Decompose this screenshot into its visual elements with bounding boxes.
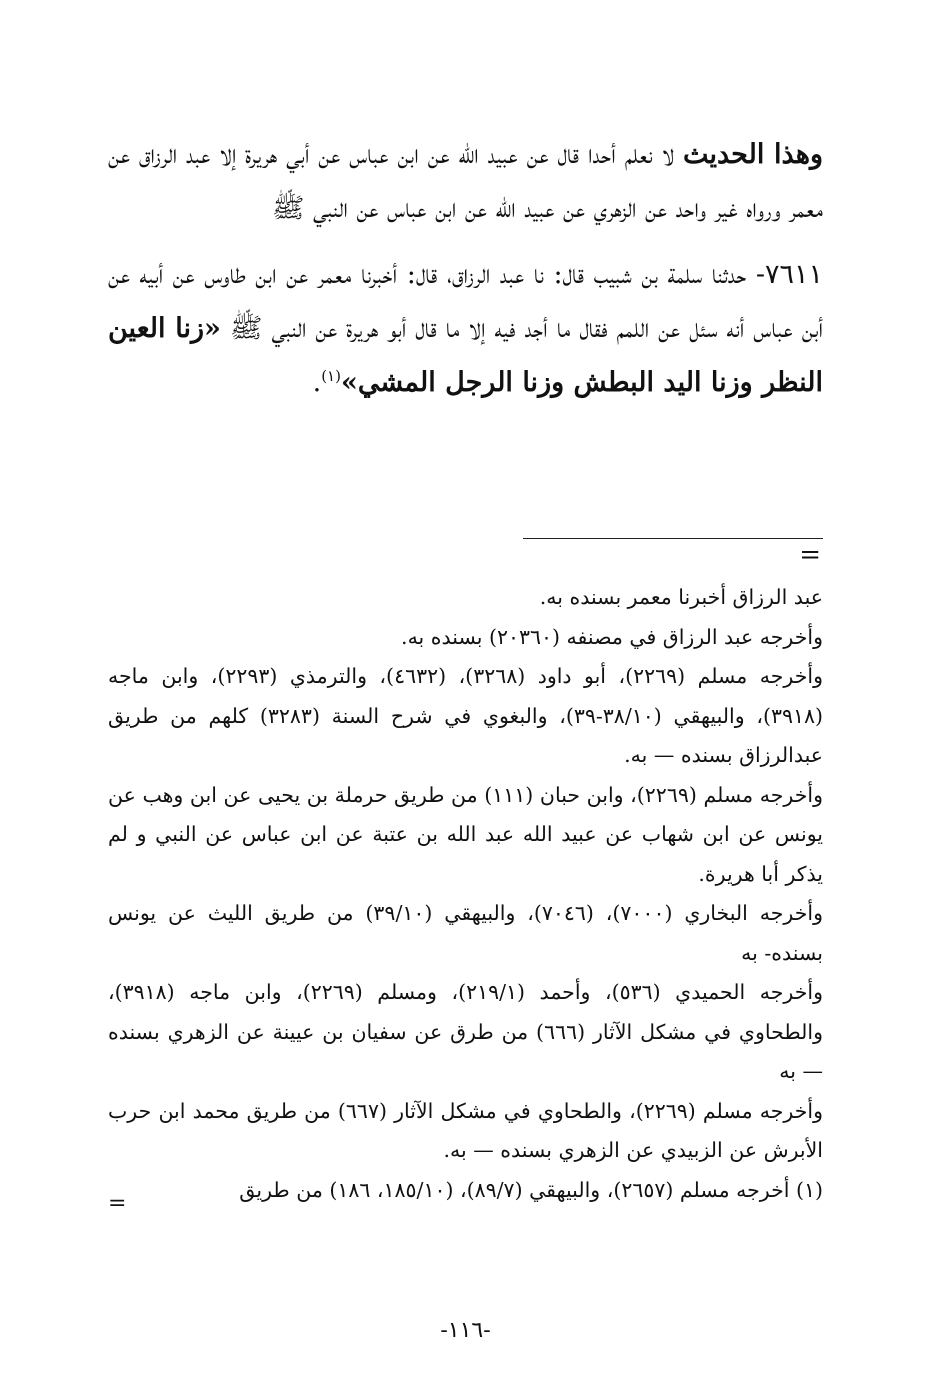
footnote-line: وأخرجه مسلم (٢٢٦٩)، وابن حبان (١١١) من طريق حرملة بن يحيى عن ابن وهب عن يونس عن ابن شهاب عن عبيد الله عبد الله بن عتبة عن ابن عباس عن النبي و لم يذكر أبا هريرة. [108, 782, 823, 886]
page-number: -١١٦- [440, 1318, 491, 1343]
footnote-line: وأخرجه مسلم (٢٢٦٩)، والطحاوي في مشكل الآثار (٦٦٧) من طريق محمد ابن حرب الأبرش عن الزبيدي عن الزهري بسنده — به. [108, 1098, 823, 1162]
paragraph-2 [108, 248, 823, 410]
footnote-continuation-mark: = [108, 1190, 127, 1216]
footnote-divider [523, 538, 823, 539]
footnote-reference: (١) [321, 367, 341, 385]
paragraph-1 [108, 128, 823, 236]
continuation-mark: = [799, 540, 821, 570]
paragraph-2-end: . [312, 367, 322, 398]
footnote-line: عبد الرزاق أخبرنا معمر بسنده به. [539, 585, 823, 609]
paragraph-1-lead: وهذا الحديث [682, 139, 823, 170]
main-text [108, 128, 823, 410]
footnote-line: وأخرجه مسلم (٢٢٦٩)، أبو داود (٣٢٦٨)، (٤٦٣٢)، والترمذي (٢٢٩٣)، وابن ماجه (٣٩١٨)، والبيهقي (٣٨/١٠-٣٩)، والبغوي في شرح السنة (٣٢٨٣) كلهم من طريق عبدالرزاق بسنده — به. [108, 664, 824, 767]
footnote-1 [108, 1171, 823, 1216]
book-page [108, 0, 823, 1385]
hadith-quote: «زنا العين النظر وزنا اليد البطش وزنا الرجل المشي» [108, 313, 823, 398]
paragraph-1-text: لا نعلم أحدا قال عن عبيد الله عن ابن عباس عن أبي هريرة إلا عبد الرزاق عن معمر ورواه غير واحد عن الزهري عن عبيد الله عن ابن عباس عن النبي ﷺ [108, 139, 823, 224]
footnote-line: وأخرجه الحميدي (٥٣٦)، وأحمد (٢١٩/١)، ومسلم (٢٢٦٩)، وابن ماجه (٣٩١٨)، والطحاوي في مشكل الآثار (٦٦٦) من طرق عن سفيان بن عيينة عن الزهري بسنده — به [108, 980, 823, 1083]
footnote-1-text: (١) أخرجه مسلم (٢٦٥٧)، والبيهقي (٨٩/٧)، (١٨٥/١٠، ١٨٦) من طريق [239, 1177, 823, 1202]
footnote-line: وأخرجه عبد الرزاق في مصنفه (٢٠٣٦٠) بسنده به. [401, 624, 823, 649]
footnote-line: وأخرجه البخاري (٧٠٠٠)، (٧٠٤٦)، والبيهقي (٣٩/١٠) من طريق الليث عن يونس بسنده- به [108, 901, 823, 965]
footnotes [108, 578, 824, 1216]
paragraph-2-text: ٧٦١١- حدثنا سلمة بن شبيب قال: نا عبد الرزاق، قال: أخبرنا معمر عن ابن طاوس عن أبيه عن أبن عباس أنه سئل عن اللمم فقال ما أجد فيه إلا ما قال أبو هريرة عن النبي ﷺ [108, 259, 824, 344]
